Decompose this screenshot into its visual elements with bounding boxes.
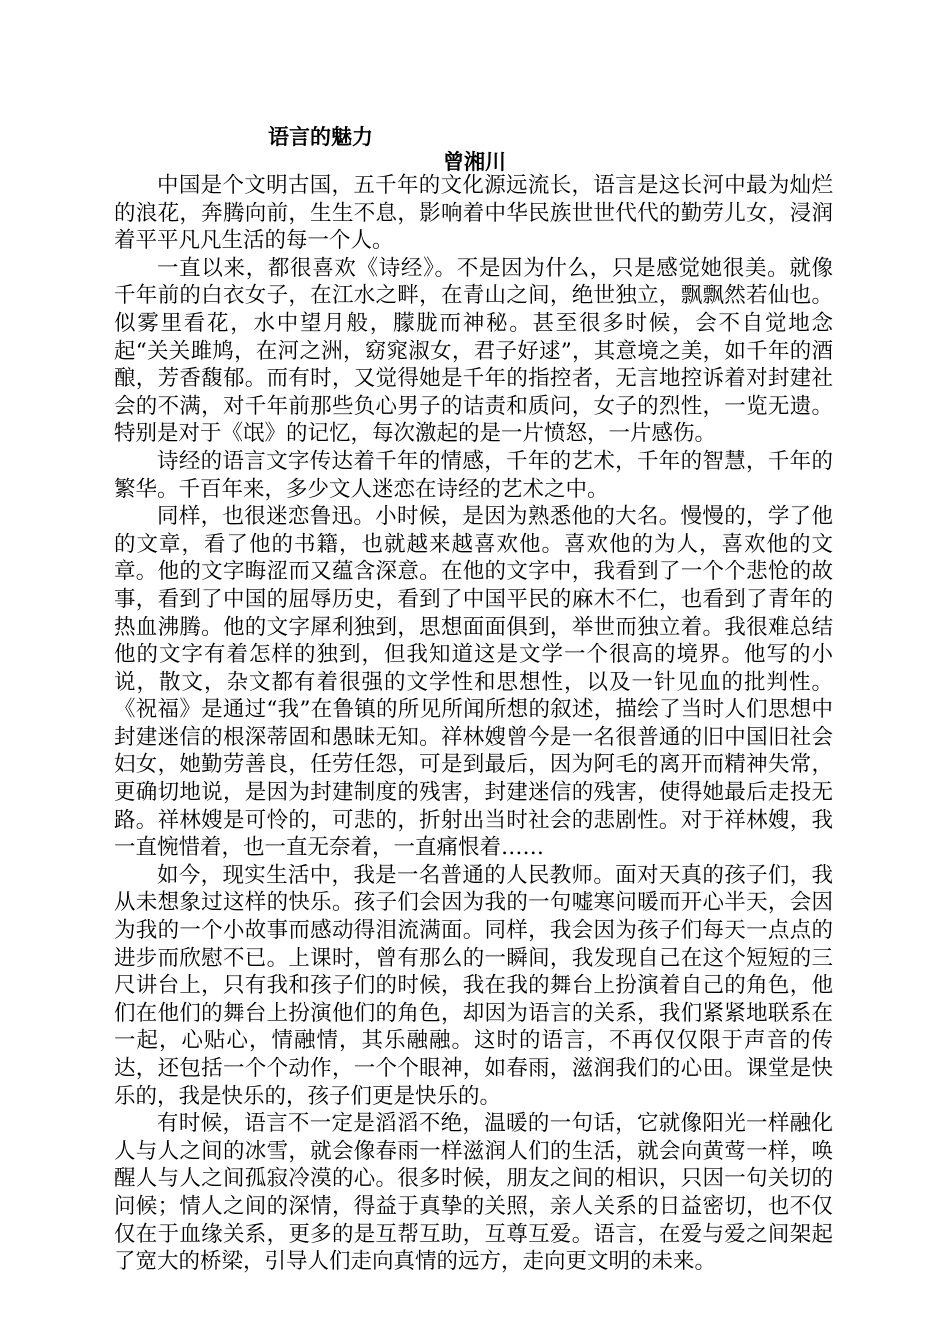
document-title: 语言的魅力 bbox=[268, 125, 373, 149]
paragraph-6: 有时候，语言不一定是滔滔不绝，温暖的一句话，它就像阳光一样融化人与人之间的冰雪，就会像春雨一样滋润人们的生活，就会向黄莺一样，唤醒人与人之间孤寂冷漠的心。很多时候，朋友之间的相识，只因一句关切的问候；情人之间的深情，得益于真挚的关照，亲人关系的日益密切，也不仅仅在于血缘关系，更多的是互帮互助，互尊互爱。语言，在爱与爱之间架起了宽大的桥梁，引导人们走向真情的远方，走向更文明的未来。 bbox=[114, 1111, 833, 1275]
paragraph-5: 如今，现实生活中，我是一名普通的人民教师。面对天真的孩子们，我从未想象过这样的快乐。孩子们会因为我的一句嘘寒问暖而开心半天，会因为我的一个小故事而感动得泪流满面。同样，我会因为孩子们每天一点点的进步而欣慰不已。上课时，曾有那么的一瞬间，我发现自己在这个短短的三尺讲台上，只有我和孩子们的时候，我在我的舞台上扮演着自己的角色，他们在他们的舞台上扮演他们的角色，却因为语言的关系，我们紧紧地联系在一起，心贴心，情融情，其乐融融。这时的语言，不再仅仅限于声音的传达，还包括一个个动作，一个个眼神，如春雨，滋润我们的心田。课堂是快乐的，我是快乐的，孩子们更是快乐的。 bbox=[114, 862, 833, 1109]
paragraph-3: 诗经的语言文字传达着千年的情感，千年的艺术，千年的智慧，千年的繁华。千百年来，多少文人迷恋在诗经的艺术之中。 bbox=[114, 448, 833, 502]
paragraph-4: 同样，也很迷恋鲁迅。小时候，是因为熟悉他的大名。慢慢的，学了他的文章，看了他的书籍，也就越来越喜欢他。喜欢他的为人，喜欢他的文章。他的文字晦涩而又蕴含深意。在他的文字中，我看到了一个个悲怆的故事，看到了中国的屈辱历史，看到了中国平民的麻木不仁，也看到了青年的热血沸腾。他的文字犀利独到，思想面面俱到，举世而独立着。我很难总结他的文字有着怎样的独到，但我知道这是文学一个很高的境界。他写的小说，散文，杂文都有着很强的文学性和思想性，以及一针见血的批判性。《祝福》是通过“我”在鲁镇的所见所闻所想的叙述，描绘了当时人们思想中封建迷信的根深蒂固和愚昧无知。祥林嫂曾今是一名很普通的旧中国旧社会妇女，她勤劳善良，任劳任怨，可是到最后，因为阿毛的离开而精神失常，更确切地说，是因为封建制度的残害，封建迷信的残害，使得她最后走投无路。祥林嫂是可怜的，可悲的，折射出当时社会的悲剧性。对于祥林嫂，我一直惋惜着，也一直无奈着，一直痛恨着…… bbox=[114, 504, 833, 861]
document-body bbox=[114, 172, 833, 1276]
paragraph-2: 一直以来，都很喜欢《诗经》。不是因为什么，只是感觉她很美。就像千年前的白衣女子，在江水之畔，在青山之间，绝世独立，飘飘然若仙也。似雾里看花，水中望月般，朦胧而神秘。甚至很多时候，会不自觉地念起“关关雎鸠，在河之洲，窈窕淑女，君子好逑”，其意境之美，如千年的酒酿，芳香馥郁。而有时，又觉得她是千年的指控者，无言地控诉着对封建社会的不满，对千年前那些负心男子的诘责和质问，女子的烈性，一览无遗。特别是对于《氓》的记忆，每次激起的是一片愤怒，一片感伤。 bbox=[114, 255, 833, 447]
document-author: 曾湘川 bbox=[443, 150, 506, 174]
paragraph-1: 中国是个文明古国，五千年的文化源远流长，语言是这长河中最为灿烂的浪花，奔腾向前，生生不息，影响着中华民族世世代代的勤劳儿女，浸润着平平凡凡生活的每一个人。 bbox=[114, 173, 833, 254]
